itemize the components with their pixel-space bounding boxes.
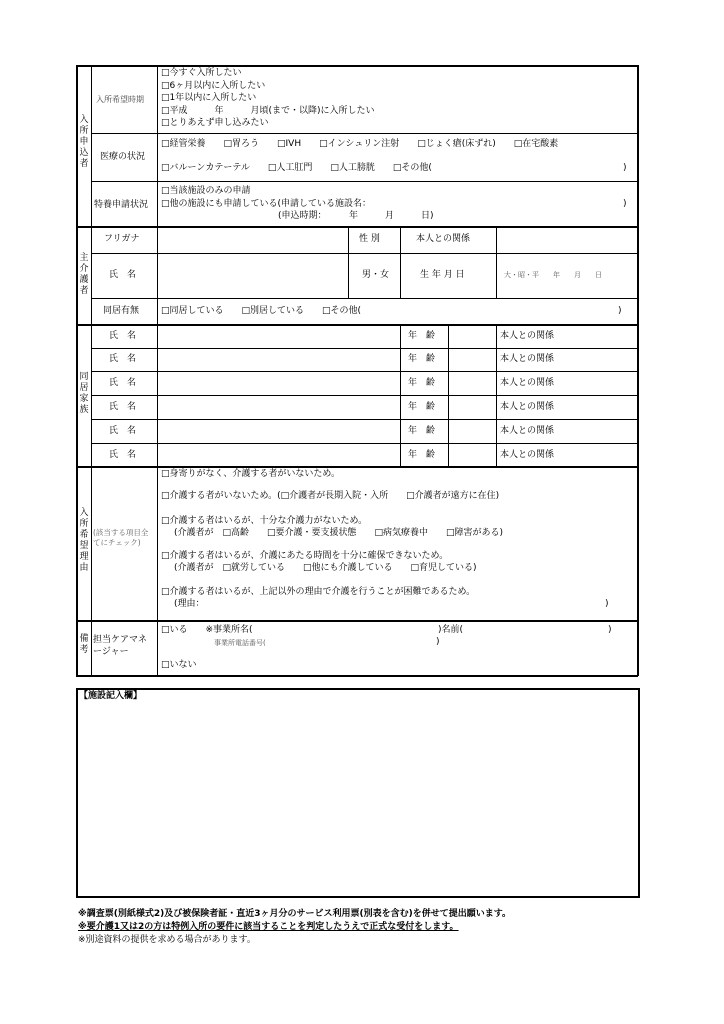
family-name-label: 氏 名 bbox=[109, 354, 137, 364]
wish-option-6months[interactable]: □6ヶ月以内に入所したい bbox=[161, 81, 266, 91]
reason-line-3[interactable]: □介護する者はいるが、十分な介護力がないため。 bbox=[161, 516, 368, 526]
reason-line-1[interactable]: □身寄りがなく、介護する者がいないため。 bbox=[161, 469, 340, 479]
family-name-label: 氏 名 bbox=[109, 426, 137, 436]
remarks-section-label: 備考 bbox=[79, 634, 89, 655]
family-age-label: 年 齢 bbox=[408, 331, 436, 341]
care-manager-name-close: ) bbox=[608, 625, 612, 635]
caregiver-section-label: 主介護者 bbox=[79, 253, 89, 296]
office-phone-label[interactable]: 事業所電話番号( bbox=[214, 639, 266, 647]
family-relation-label: 本人との関係 bbox=[500, 450, 555, 460]
family-age-label: 年 齢 bbox=[408, 402, 436, 412]
family-age-label: 年 齢 bbox=[408, 450, 436, 460]
family-relation-label: 本人との関係 bbox=[500, 331, 555, 341]
care-manager-present[interactable]: □いる ※事業所名( bbox=[161, 625, 253, 635]
care-manager-label: 担当ケアマネージャー bbox=[93, 635, 148, 657]
wish-option-1year[interactable]: □1年以内に入所したい bbox=[161, 93, 257, 103]
family-section-label: 同居家族 bbox=[79, 372, 89, 415]
reason-line-6[interactable]: (介護者が □就労している □他にも介護している □育児している) bbox=[174, 563, 477, 573]
family-relation-label: 本人との関係 bbox=[500, 402, 555, 412]
medical-status-label: 医療の状況 bbox=[100, 152, 146, 162]
family-age-label: 年 齢 bbox=[408, 354, 436, 364]
family-relation-label: 本人との関係 bbox=[500, 378, 555, 388]
special-application-label: 特養申請状況 bbox=[94, 200, 149, 210]
applicant-section-label: 入所申込者 bbox=[79, 115, 89, 169]
reason-check-note: (該当する項目全てにチェック) bbox=[93, 528, 149, 547]
medical-options-row2[interactable]: □バルーンカテーテル □人工肛門 □人工膀胱 □その他( bbox=[161, 163, 432, 173]
caregiver-name-label: 氏 名 bbox=[109, 270, 137, 280]
special-others-close: ) bbox=[623, 199, 627, 209]
gender-label: 性 別 bbox=[359, 234, 380, 244]
care-manager-name-field[interactable]: )名前( bbox=[438, 625, 464, 635]
birthdate-value[interactable]: 大・昭・平 年 月 日 bbox=[504, 271, 602, 279]
caregiver-relation-label: 本人との関係 bbox=[416, 234, 471, 244]
special-option-this-only[interactable]: □当該施設のみの申請 bbox=[161, 186, 251, 196]
reason-line-7[interactable]: □介護する者はいるが、上記以外の理由で介護を行うことが困難であるため。 bbox=[161, 587, 476, 597]
reason-line-4[interactable]: (介護者が □高齢 □要介護・要支援状態 □病気療養中 □障害がある) bbox=[174, 528, 504, 538]
medical-options-row1[interactable]: □経管栄養 □胃ろう □IVH □インシュリン注射 □じょく瘡(床ずれ) □在宅酸素 bbox=[161, 139, 559, 149]
facility-entry-box[interactable] bbox=[76, 688, 640, 898]
wish-option-anyway[interactable]: □とりあえず申し込みたい bbox=[161, 118, 269, 128]
gender-value[interactable]: 男・女 bbox=[362, 270, 390, 280]
facility-entry-title: 【施設記入欄】 bbox=[79, 691, 143, 701]
reason-section-label: 入所希望理由 bbox=[79, 508, 89, 573]
reason-line-8[interactable]: (理由： bbox=[174, 599, 205, 609]
family-age-label: 年 齢 bbox=[408, 426, 436, 436]
family-name-label: 氏 名 bbox=[109, 402, 137, 412]
family-name-label: 氏 名 bbox=[109, 450, 137, 460]
footer-note-1: ※調査票(別紙様式2)及び被保険者証・直近3ヶ月分のサービス利用票(別表を含む)を併せて提出願います。 bbox=[78, 909, 512, 919]
family-name-label: 氏 名 bbox=[109, 331, 137, 341]
cohabit-other-close: ) bbox=[618, 306, 622, 316]
medical-other-close: ) bbox=[623, 163, 627, 173]
special-application-date[interactable]: (申込時期： 年 月 日) bbox=[278, 211, 434, 221]
footer-note-2: ※要介護1又は2の方は特例入所の要件に該当することを判定したうえで正式な受付をします。 bbox=[78, 922, 459, 932]
cohabit-options[interactable]: □同居している □別居している □その他( bbox=[161, 306, 362, 316]
office-phone-close: ) bbox=[436, 637, 440, 647]
reason-close-paren: ) bbox=[605, 599, 609, 609]
family-relation-label: 本人との関係 bbox=[500, 426, 555, 436]
family-age-label: 年 齢 bbox=[408, 378, 436, 388]
wish-option-now[interactable]: □今すぐ入所したい bbox=[161, 68, 242, 78]
wish-option-date[interactable]: □平成 年 月頃(まで・以降)に入所したい bbox=[161, 106, 375, 116]
family-relation-label: 本人との関係 bbox=[500, 354, 555, 364]
wish-period-label: 入所希望時期 bbox=[96, 95, 144, 104]
reason-line-5[interactable]: □介護する者はいるが、介護にあたる時間を十分に確保できないため。 bbox=[161, 551, 449, 561]
footer-note-3: ※別途資料の提供を求める場合があります。 bbox=[78, 935, 256, 945]
special-option-others[interactable]: □他の施設にも申請している(申請している施設名： bbox=[161, 199, 372, 209]
reason-line-2[interactable]: □介護する者がいないため。(□介護者が長期入院・入所 □介護者が遠方に在住) bbox=[161, 491, 500, 501]
family-name-label: 氏 名 bbox=[109, 378, 137, 388]
cohabit-label: 同居有無 bbox=[103, 306, 140, 316]
birthdate-label: 生 年 月 日 bbox=[420, 270, 465, 280]
furigana-label: フリガナ bbox=[104, 234, 140, 244]
care-manager-absent[interactable]: □いない bbox=[161, 660, 197, 670]
